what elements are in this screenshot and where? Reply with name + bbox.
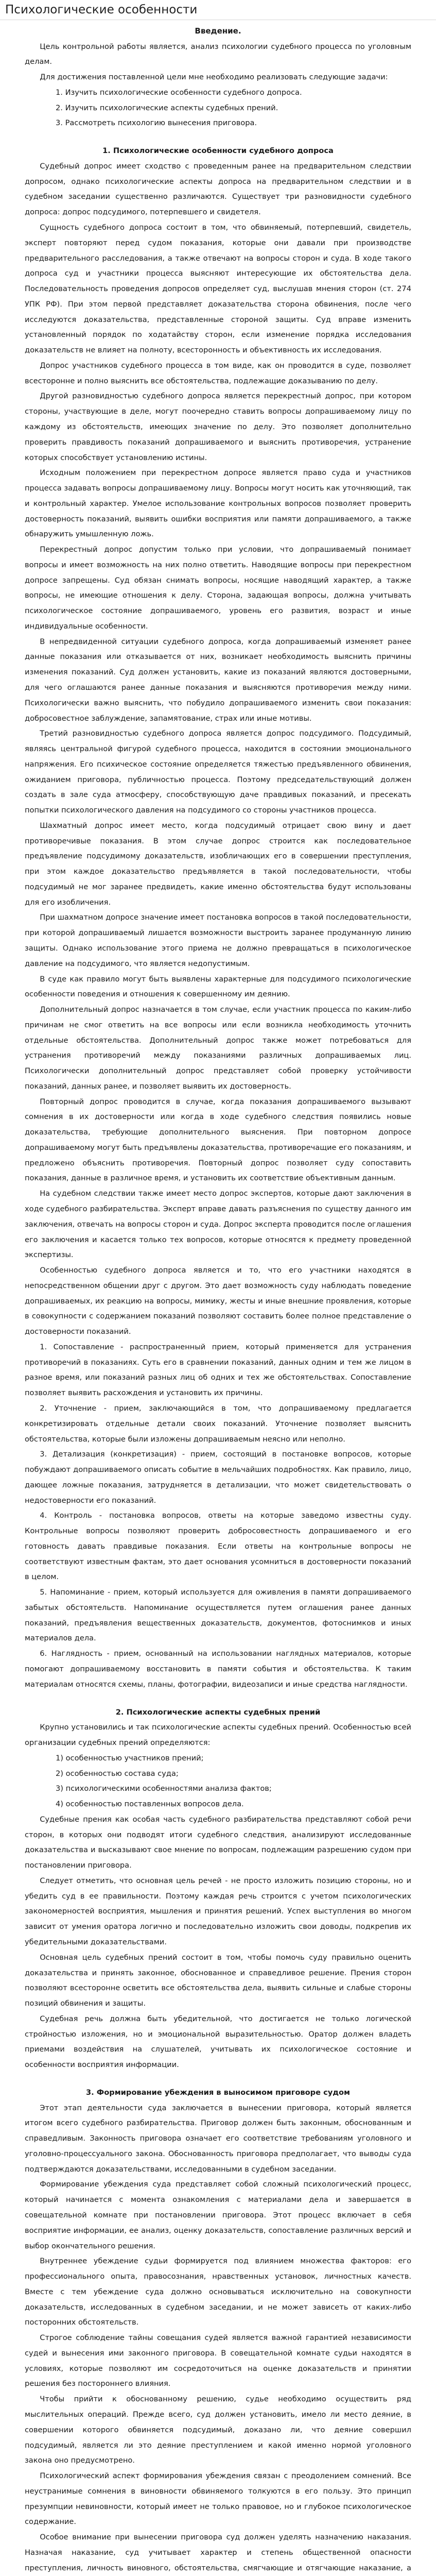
technique-detailing: 3. Детализация (конкретизация) - прием, состоящий в постановке вопросов, которые побуждают допрашиваемого описать событие в мельчайших подробностях. Как правило, лицо, дающее ложные показания, затрудняется в детализации, что может свидетельствовать о недостоверности его показаний. (25, 1450, 411, 1505)
section-3-paragraph: Особое внимание при вынесении приговора суд должен уделять назначению наказания. Назначая наказание, суд учитывает характер и степень общественной опасности преступления, личность виновного, обстоятельства, смягчающие и отягчающие наказание, а (25, 2533, 411, 2572)
section-1-paragraph: На судебном следствии также имеет место допрос экспертов, которые дают заключения в ходе судебного разбирательства. Эксперт вправе давать разъяснения по существу данного им заключения, отвечать на вопросы сторон и суда. Допрос эксперта проводится после оглашения его заключения и касается только тех вопросов, которые относятся к предмету проведенной экспертизы. (25, 1189, 411, 1260)
list-item: 1) особенностью участников прений; (56, 1753, 204, 1762)
page-title: Психологические особенности (0, 0, 436, 20)
technique-comparison: 1. Сопоставление - распространенный прием, который применяется для устранения противоречий в показаниях. Суть его в сравнении показаний, данных одним и тем же лицом в разное время, или показаний разных лиц об одних и тех же обстоятельствах. Сопоставление позволяет выявить расхождения и установить их причины. (25, 1342, 411, 1398)
technique-reminder: 5. Напоминание - прием, который используется для оживления в памяти допрашиваемого забытых обстоятельств. Напоминание осуществляется путем оглашения ранее данных показаний, предъявления вещественных доказательств, документов, фотоснимков и иных материалов дела. (25, 1588, 411, 1643)
technique-control: 4. Контроль - постановка вопросов, ответы на которые заведомо известны суду. Контрольные вопросы позволяют проверить добросовестность допрашиваемого и его готовность давать правдивые показания. Если ответы на контрольные вопросы не соответствуют известным фактам, это дает основания усомниться в достоверности показаний в целом. (25, 1511, 411, 1582)
section-1-paragraph: При шахматном допросе значение имеет постановка вопросов в такой последовательности, при которой допрашиваемый лишается возможности выстроить заранее продуманную линию защиты. Однако использование этого приема не должно превращаться в психологическое давление на подсудимого, что является недопустимым. (25, 913, 411, 968)
technique-clarification: 2. Уточнение - прием, заключающийся в том, что допрашиваемому предлагается конкретизировать отдельные детали своих показаний. Уточнение позволяет выяснить обстоятельства, которые были изложены допрашиваемым неясно или неполно. (25, 1403, 411, 1444)
section-3-paragraph: Внутреннее убеждение судьи формируется под влиянием множества факторов: его профессионального опыта, правосознания, нравственных установок, личностных качеств. Вместе с тем убеждение суда должно основываться исключительно на совокупности доказательств, исследованных в судебном заседании, и не может зависеть от каких-либо посторонних обстоятельств. (25, 2257, 411, 2327)
section-3-paragraph: Строгое соблюдение тайны совещания судей является важной гарантией независимости судей и вынесения ими законного приговора. В совещательной комнате судьи находятся в условиях, которые позволяют им сосредоточиться на оценке доказательств и принятии решения без постороннего влияния. (25, 2333, 411, 2388)
document-body (0, 20, 436, 2576)
task-item: 2. Изучить психологические аспекты судебных прений. (56, 103, 278, 112)
section-3-paragraph: Формирование убеждения суда представляет собой сложный психологический процесс, который начинается с момента ознакомления с материалами дела и завершается в совещательной комнате при постановлении приговора. Этот процесс включает в себя восприятие информации, ее анализ, оценку доказательств, сопоставление различных версий и выбор окончательного решения. (25, 2180, 411, 2250)
section-1-paragraph: Другой разновидностью судебного допроса является перекрестный допрос, при котором стороны, участвующие в деле, могут поочередно ставить вопросы допрашиваемому лицу по каждому из обстоятельств, имеющих значение по делу. Это позволяет дополнительно проверить правдивость показаний допрашиваемого и выяснить противоречия, устранение которых способствует установлению истины. (25, 392, 411, 462)
section-1-paragraph: В непредвиденной ситуации судебного допроса, когда допрашиваемый изменяет ранее данные показания или отказывается от них, возникает необходимость выяснить причины изменения показаний. Суд должен установить, какие из показаний являются достоверными, для чего оглашаются ранее данные показания и выясняются противоречия между ними. Психологически важно выяснить, что побудило допрашиваемого изменить свои показания: добросовестное заблуждение, запамятование, страх или иные мотивы. (25, 637, 411, 723)
section-1 (25, 143, 411, 1692)
intro-heading: Введение. (195, 26, 241, 36)
section-1-paragraph: Особенностью судебного допроса является и то, что его участники находятся в непосредственном общении друг с другом. Это дает возможность суду наблюдать поведение допрашиваемых, их реакцию на вопросы, мимику, жесты и иные внешние проявления, которые в совокупности с содержанием показаний позволяют составить более полное представление о достоверности показаний. (25, 1266, 411, 1336)
section-2-paragraph: Судебная речь должна быть убедительной, что достигается не только логической стройностью изложения, но и эмоциональной выразительностью. Оратор должен владеть приемами воздействия на слушателей, учитывать их психологическое состояние и особенности восприятия информации. (25, 2014, 411, 2070)
task-list (25, 85, 411, 131)
section-2-heading: 2. Психологические аспекты судебных прений (115, 1707, 321, 1717)
section-1-heading: 1. Психологические особенности судебного допроса (102, 146, 334, 156)
section-1-paragraph: Дополнительный допрос назначается в том случае, если участник процесса по каким-либо причинам не смог ответить на все вопросы или если возникла необходимость уточнить отдельные обстоятельства. Дополнительный допрос также может потребоваться для устранения противоречий между показаниями различных допрашиваемых лиц. Психологически дополнительный допрос представляет собой проверку устойчивости показаний, данных ранее, и позволяет выявить их достоверность. (25, 1005, 411, 1091)
section-1-paragraph: Судебный допрос имеет сходство с проведенным ранее на предварительном следствии допросом, однако психологические аспекты допроса на предварительном следствии и в судебном заседании существенно различаются. Существует три разновидности судебного допроса: допрос подсудимого, потерпевшего и свидетеля. (25, 161, 411, 217)
technique-visualization: 6. Наглядность - прием, основанный на использовании наглядных материалов, которые помогают допрашиваемому восстановить в памяти события и обстоятельства. К таким материалам относятся схемы, планы, фотографии, видеозаписи и иные средства наглядности. (25, 1649, 411, 1689)
section-2-paragraph: Следует отметить, что основная цель речей - не просто изложить позицию стороны, но и убедить суд в ее правильности. Поэтому каждая речь строится с учетом психологических закономерностей восприятия, мышления и принятия решений. Успех выступления во многом зависит от умения оратора логично и последовательно изложить свои доводы, подкрепив их убедительными доказательствами. (25, 1876, 411, 1946)
section-1-paragraph: Исходным положением при перекрестном допросе является право суда и участников процесса задавать вопросы допрашиваемому лицу. Вопросы могут носить как уточняющий, так и контрольный характер. Умелое использование контрольных вопросов позволяет проверить достоверность показаний, выявить ошибки восприятия или памяти допрашиваемого, а также обнаружить умышленную ложь. (25, 468, 411, 539)
section-3-heading: 3. Формирование убеждения в выносимом приговоре судом (86, 2088, 350, 2097)
list-item: 2) особенностью состава суда; (56, 1769, 179, 1778)
section-2-list (25, 1751, 411, 1812)
list-item: 4) особенностью поставленных вопросов дела. (56, 1800, 244, 1809)
intro-section (25, 23, 411, 131)
section-2-paragraph: Крупно установились и так психологические аспекты судебных прений. Особенностью всей организации судебных прений определяются: (25, 1723, 411, 1748)
section-2-paragraph: Основная цель судебных прений состоит в том, чтобы помочь суду правильно оценить доказательства и принять законное, обоснованное и справедливое решение. Прения сторон позволяют всесторонне осветить все обстоятельства дела, выявить сильные и слабые стороны позиций обвинения и защиты. (25, 1953, 411, 2008)
section-3 (25, 2085, 411, 2576)
section-1-paragraph: Шахматный допрос имеет место, когда подсудимый отрицает свою вину и дает противоречивые показания. В этом случае допрос строится как последовательное предъявление подсудимому доказательств, изобличающих его в совершении преступления, при этом каждое доказательство предъявляется в такой последовательности, чтобы подсудимый не мог заранее предвидеть, какие именно обстоятельства будут использованы для его изобличения. (25, 821, 411, 907)
section-1-paragraph: Допрос участников судебного процесса в том виде, как он проводится в суде, позволяет всесторонне и полно выяснить все обстоятельства, подлежащие доказыванию по делу. (25, 361, 411, 385)
section-3-paragraph: Чтобы прийти к обоснованному решению, судье необходимо осуществить ряд мыслительных операций. Прежде всего, суд должен установить, имело ли место деяние, в совершении которого обвиняется подсудимый, доказано ли, что деяние совершил подсудимый, является ли это деяние преступлением и какой именно нормой уголовного закона оно предусмотрено. (25, 2395, 411, 2465)
list-item: 3) психологическими особенностями анализа фактов; (56, 1784, 272, 1793)
intro-paragraph: Цель контрольной работы является, анализ психологии судебного процесса по уголовным делам. (25, 42, 411, 66)
section-2 (25, 1705, 411, 2073)
section-1-paragraph: Третий разновидностью судебного допроса является допрос подсудимого. Подсудимый, являясь центральной фигурой судебного процесса, находится в состоянии эмоционального напряжения. Его психическое состояние определяется тяжестью предъявленного обвинения, ожиданием приговора, публичностью процесса. Поэтому председательствующий должен создать в зале суда атмосферу, способствующую даче правдивых показаний, и пресекать попытки психологического давления на подсудимого со стороны участников процесса. (25, 729, 411, 815)
task-item: 1. Изучить психологические особенности судебного допроса. (56, 88, 302, 97)
intro-paragraph: Для достижения поставленной цели мне необходимо реализовать следующие задачи: (40, 73, 388, 82)
section-3-paragraph: Психологический аспект формирования убеждения связан с преодолением сомнений. Все неустранимые сомнения в виновности обвиняемого толкуются в его пользу. Это принцип презумпции невиновности, который имеет не только правовое, но и глубокое психологическое содержание. (25, 2471, 411, 2527)
section-2-paragraph: Судебные прения как особая часть судебного разбирательства представляют собой речи сторон, в которых они подводят итоги судебного следствия, анализируют исследованные доказательства и высказывают свое мнение по вопросам, подлежащим разрешению судом при постановлении приговора. (25, 1815, 411, 1870)
section-3-paragraph: Этот этап деятельности суда заключается в вынесении приговора, который является итогом всего судебного разбирательства. Приговор должен быть законным, обоснованным и справедливым. Законность приговора означает его соответствие требованиям уголовного и уголовно-процессуального закона. Обоснованность приговора предполагает, что выводы суда подтверждаются доказательствами, исследованными в судебном заседании. (25, 2103, 411, 2174)
section-1-paragraph: Повторный допрос проводится в случае, когда показания допрашиваемого вызывают сомнения в их достоверности или когда в ходе судебного следствия появились новые доказательства, требующие дополнительного выяснения. При повторном допросе допрашиваемому могут быть предъявлены доказательства, противоречащие его показаниям, и предложено объяснить противоречия. Повторный допрос позволяет суду сопоставить показания, данные в различное время, и установить их соответствие объективным данным. (25, 1097, 411, 1183)
section-1-paragraph: Перекрестный допрос допустим только при условии, что допрашиваемый понимает вопросы и имеет возможность на них полно ответить. Наводящие вопросы при перекрестном допросе запрещены. Суд обязан снимать вопросы, носящие наводящий характер, а также вопросы, не имеющие отношения к делу. Сторона, задающая вопросы, должна учитывать психологическое состояние допрашиваемого, уровень его развития, возраст и иные индивидуальные особенности. (25, 545, 411, 631)
task-item: 3. Рассмотреть психологию вынесения приговора. (56, 118, 257, 128)
section-1-paragraph: В суде как правило могут быть выявлены характерные для подсудимого психологические особенности поведения и отношения к совершенному им деянию. (25, 974, 411, 999)
section-1-paragraph: Сущность судебного допроса состоит в том, что обвиняемый, потерпевший, свидетель, эксперт повторяют перед судом показания, которые они давали при производстве предварительного расследования, а также отвечают на вопросы сторон и суда. В ходе такого допроса суд и участники процесса выясняют интересующие их обстоятельства дела. Последовательность проведения допросов определяет суд, выслушав мнения сторон (ст. 274 УПК РФ). При этом первой представляет доказательства сторона обвинения, после чего исследуются доказательства, представленные стороной защиты. Суд вправе изменить установленный порядок по ходатайству сторон, если изменение порядка исследования доказательств не влияет на полноту, всесторонность и объективность их исследования. (25, 223, 411, 355)
